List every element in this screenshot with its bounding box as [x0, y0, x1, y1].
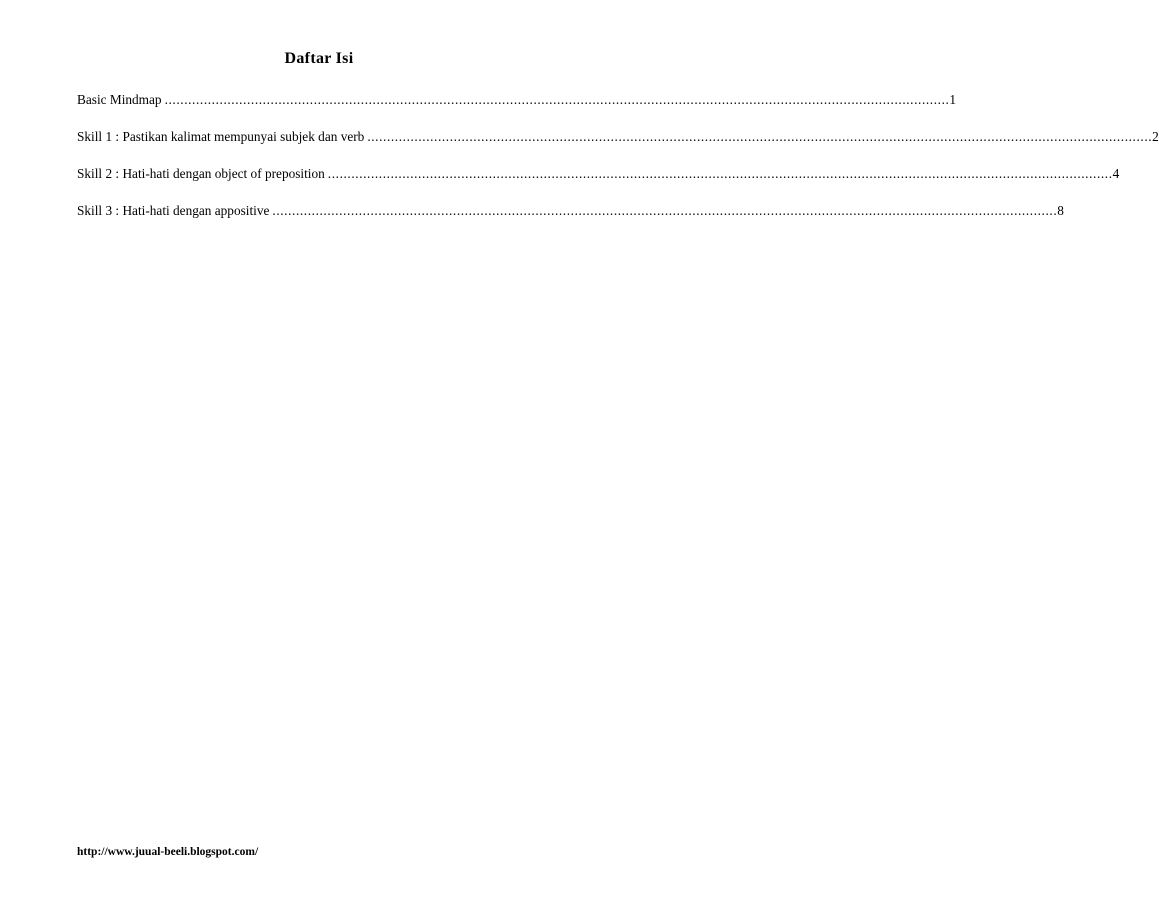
toc-entry-page: 4 — [1112, 166, 1120, 181]
toc-entry-label: Skill 1 : Pastikan kalimat mempunyai subjek dan verb — [77, 129, 365, 144]
toc-entry — [77, 202, 1064, 239]
toc-leader-dots: ........................................................................................................................................................................................................ — [164, 92, 950, 107]
footer-url: http://www.juual-beeli.blogspot.com/ — [77, 846, 259, 858]
toc-entry-page: 2 — [1152, 129, 1159, 144]
toc-entry-page: 8 — [1057, 203, 1064, 218]
toc-entry-label: Basic Mindmap — [77, 92, 162, 107]
toc-entry-label: Skill 2 : Hati-hati dengan object of preposition — [77, 166, 325, 181]
table-of-contents — [77, 91, 1159, 239]
toc-leader-dots: ........................................................................................................................................................................................................ — [327, 166, 1113, 181]
toc-entry — [77, 128, 1159, 165]
toc-entry-page: 1 — [949, 92, 957, 107]
toc-entry — [77, 91, 957, 128]
toc-leader-dots: ........................................................................................................................................................................................................ — [272, 203, 1058, 218]
toc-leader-dots: ........................................................................................................................................................................................................ — [367, 129, 1153, 144]
toc-entry-label: Skill 3 : Hati-hati dengan appositive — [77, 203, 270, 218]
toc-entry — [77, 165, 1120, 202]
page-title: Daftar Isi — [284, 50, 354, 67]
